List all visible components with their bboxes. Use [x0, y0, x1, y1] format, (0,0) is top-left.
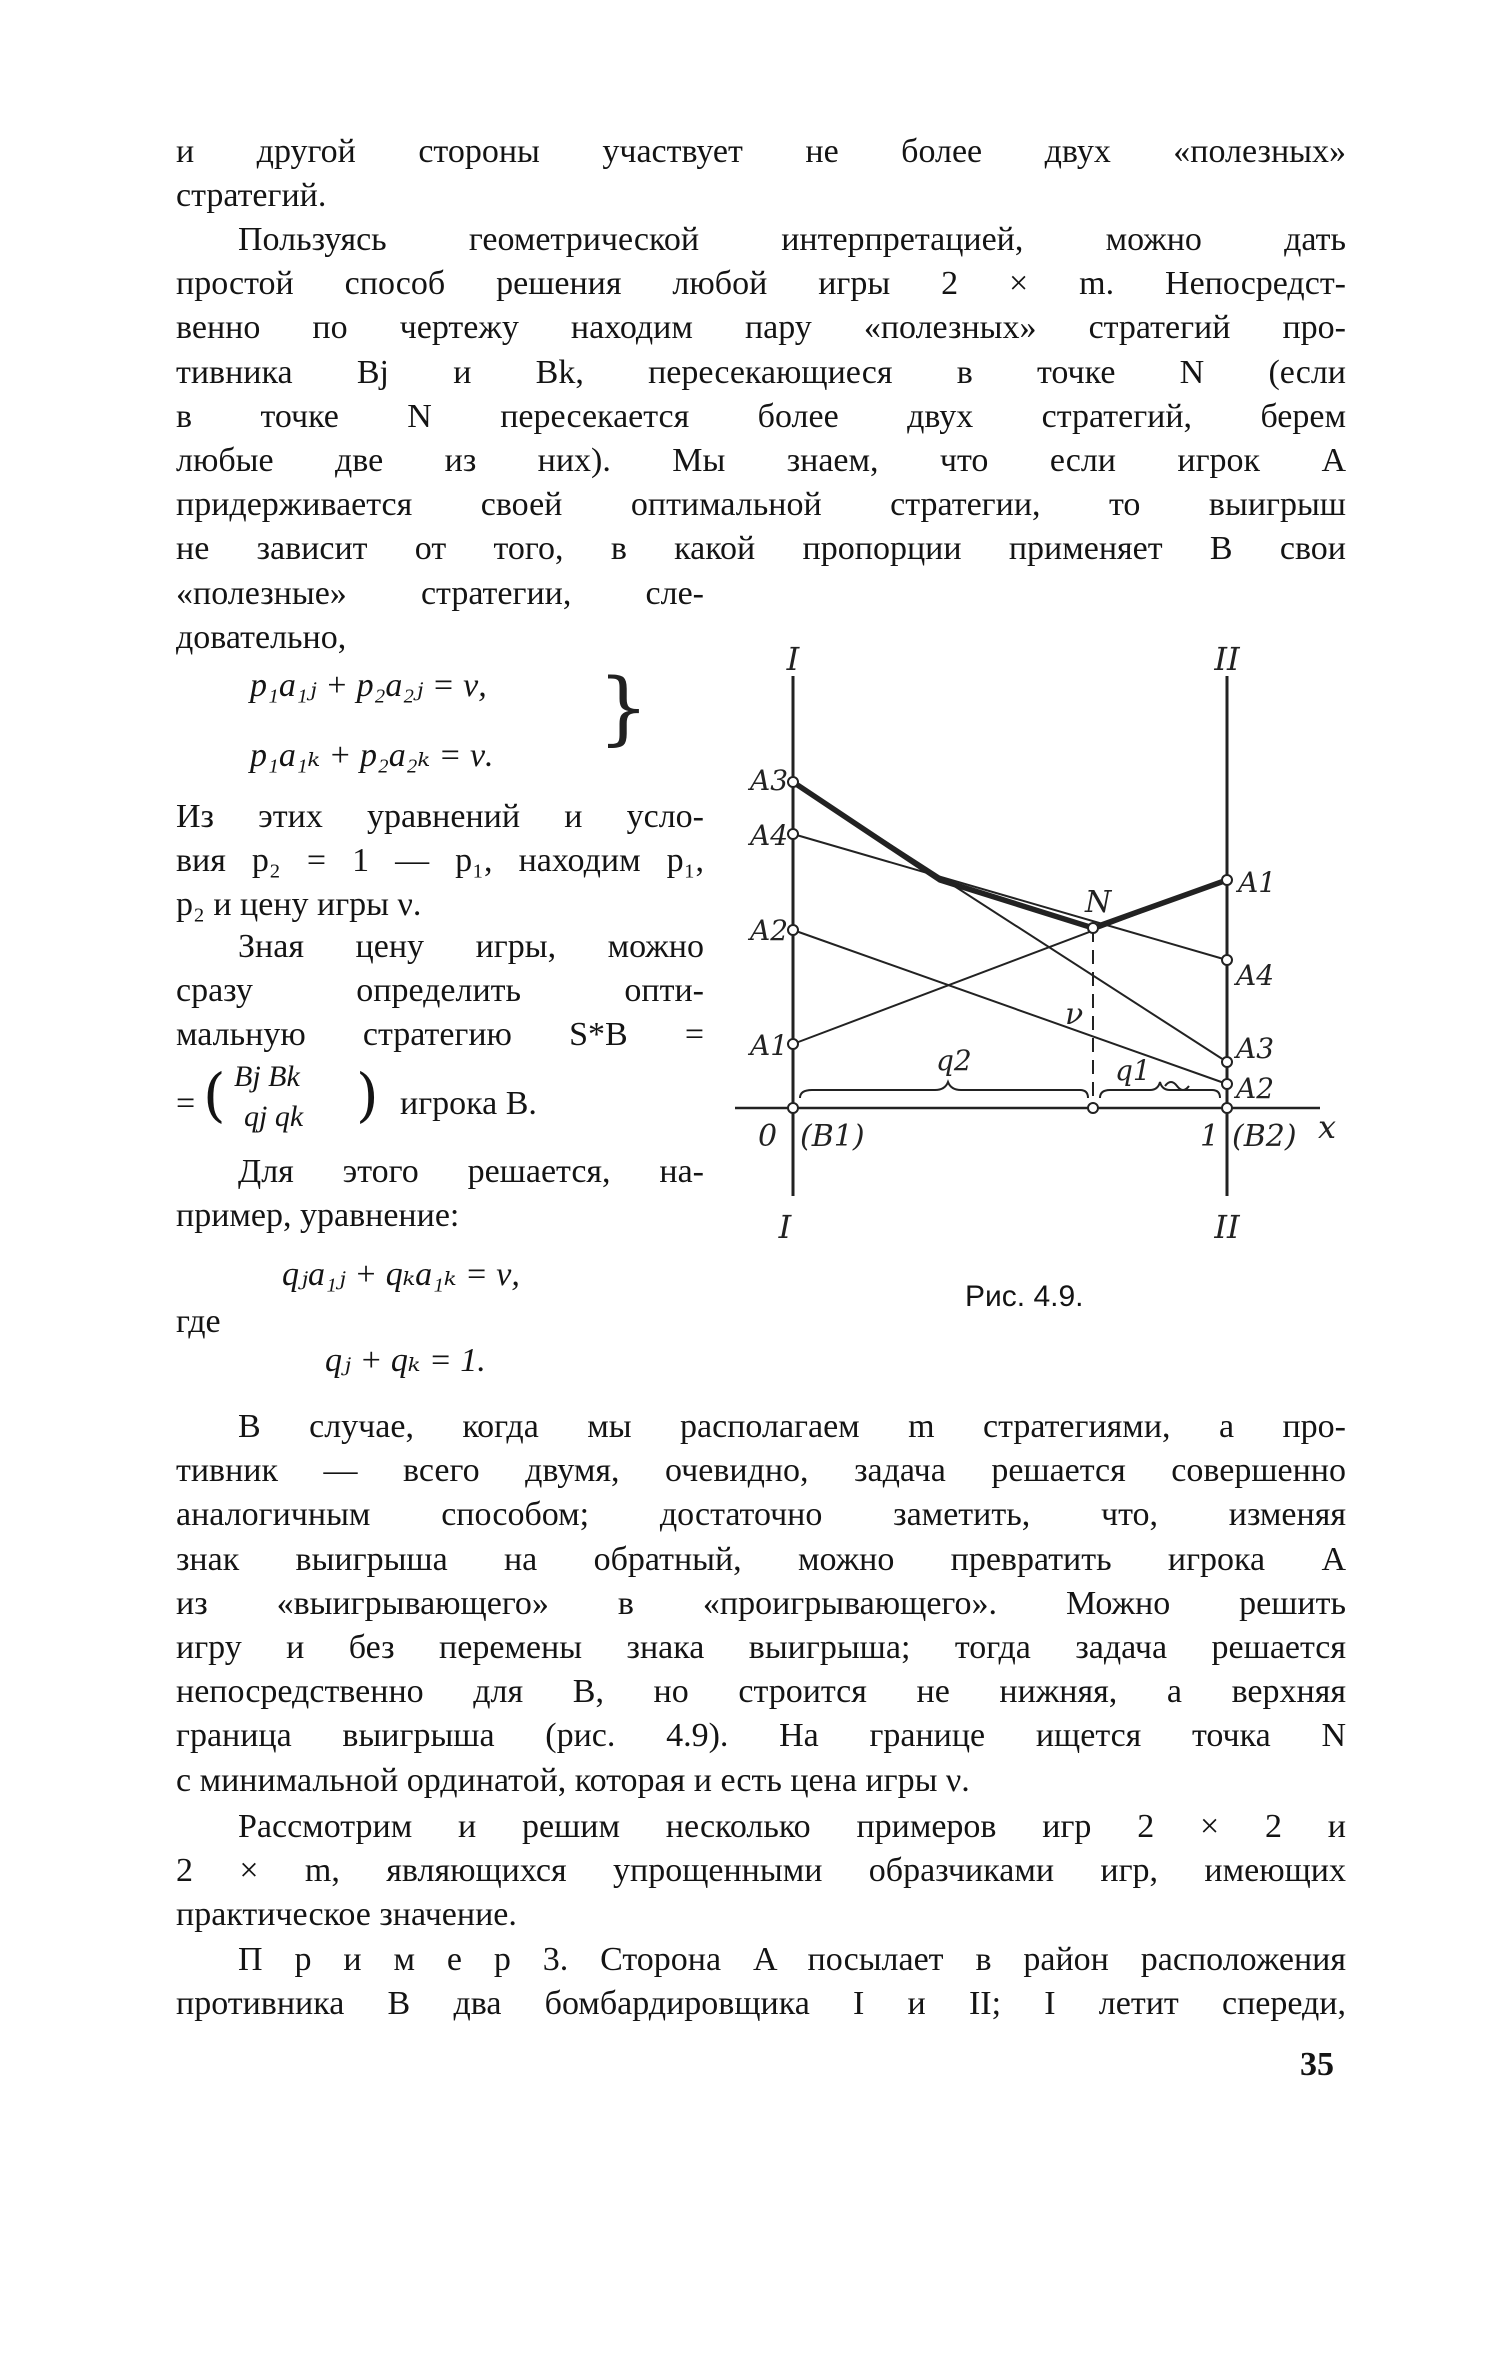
label-axis-I-top: I — [786, 640, 800, 678]
q1-tilde — [1165, 1082, 1189, 1090]
point-foot-n — [1088, 1103, 1098, 1113]
label-nu: ν — [1065, 997, 1084, 1032]
paragraph-m-strategies — [176, 1405, 1346, 1803]
label-q1: q1 — [1115, 1054, 1151, 1087]
label-q2: q2 — [936, 1044, 972, 1077]
text-line: граница выигрыша (рис. 4.9). На границе ищется точка N — [176, 1717, 1346, 1755]
label-x-axis: x — [1318, 1108, 1337, 1146]
equation-1a: p₁a₁ⱼ + p₂a₂ⱼ = ν, — [250, 667, 487, 704]
point-a4-right — [1222, 955, 1232, 965]
text-line: венно по чертежу находим пару «полезных» стратегий про- — [176, 309, 1346, 347]
strategy-line-a4 — [793, 834, 1227, 960]
page-number: 35 — [1300, 2046, 1334, 2083]
text-line: тивника Bj и Bk, пересекающиеся в точке N (если — [176, 353, 1346, 391]
text-line: знак выигрыша на обратный, можно превратить игрока A — [176, 1540, 1346, 1578]
paragraph-example-3 — [176, 1938, 1346, 2026]
text-line: p₂ и цену игры ν. — [176, 886, 422, 924]
text-line: с минимальной ординатой, которая и есть цена игры ν. — [176, 1761, 970, 1799]
matrix-top-row: Bj Bk — [234, 1060, 300, 1093]
text-line: Из этих уравнений и усло- — [176, 798, 704, 835]
text-line: придерживается своей оптимальной стратегии, то выигрыш — [176, 486, 1346, 524]
matrix-bottom-row: qj qk — [244, 1100, 304, 1133]
label-a4-right: A4 — [1236, 959, 1275, 992]
point-a1-right — [1222, 875, 1232, 885]
matrix-suffix: игрока B. — [400, 1085, 537, 1122]
label-a3-right: A3 — [1236, 1032, 1275, 1065]
point-one — [1222, 1103, 1232, 1113]
label-a3-left: A3 — [750, 764, 789, 797]
text-line: Для этого решается, на- — [238, 1153, 704, 1190]
text-line: не зависит от того, в какой пропорции применяет B свои — [176, 530, 1346, 568]
q2-brace — [800, 1082, 1088, 1098]
text-line: игру и без перемены знака выигрыша; тогда задача решается — [176, 1628, 1346, 1666]
paragraph-examples — [176, 1805, 1346, 1938]
text-line: сразу определить опти- — [176, 972, 704, 1010]
text-line: Рассмотрим и решим несколько примеров игр 2 × 2 и — [238, 1808, 1346, 1845]
text-line: практическое значение. — [176, 1896, 517, 1934]
text-line: в точке N пересекается более двух стратегий, берем — [176, 397, 1346, 435]
opening-paragraph — [176, 130, 1346, 218]
equation-3: qⱼ + qₖ = 1. — [325, 1342, 486, 1379]
point-a3-left — [788, 777, 798, 787]
text-line: вия p₂ = 1 — p₁, находим p₁, — [176, 842, 704, 880]
narrow-text-4 — [176, 1150, 704, 1238]
figure-4-9 — [720, 620, 1360, 1260]
label-axis-II-top: II — [1214, 640, 1240, 678]
text-line: пример, уравнение: — [176, 1197, 460, 1235]
label-one: 1 — [1200, 1119, 1220, 1154]
label-b2: (B2) — [1232, 1119, 1297, 1154]
text-line: В случае, когда мы располагаем m стратегиями, а про- — [238, 1408, 1346, 1445]
narrow-text-3 — [176, 925, 704, 1058]
label-a1-right: A1 — [1238, 866, 1277, 899]
paren-right: ) — [356, 1061, 379, 1129]
point-origin — [788, 1103, 798, 1113]
text-line: и другой стороны участвует не более двух «полезных» — [176, 133, 1346, 170]
text-line: стратегий. — [176, 177, 327, 215]
point-a2-left — [788, 925, 798, 935]
paren-left: ( — [203, 1061, 226, 1129]
text-line: непосредственно для B, но строится не нижняя, а верхняя — [176, 1673, 1346, 1711]
narrow-text-1 — [176, 572, 704, 660]
text-line: любые две из них). Мы знаем, что если игрок A — [176, 441, 1346, 479]
label-origin: 0 — [758, 1119, 778, 1154]
text-line: Пользуясь геометрической интерпретацией, можно дать — [238, 221, 1346, 258]
equation-2: qⱼa₁ⱼ + qₖa₁ₖ = ν, — [282, 1256, 520, 1293]
text-line: Зная цену игры, можно — [238, 928, 704, 965]
paragraph-geometric-method — [176, 218, 1346, 572]
text-line: противника B два бомбардировщика I и II; I летит спереди, — [176, 1985, 1346, 2023]
text-line: аналогичным способом; достаточно заметить, что, изменяя — [176, 1496, 1346, 1534]
label-n: N — [1085, 885, 1112, 920]
strategy-line-a2 — [793, 930, 1227, 1084]
text-line: тивник — всего двумя, очевидно, задача решается совершенно — [176, 1452, 1346, 1490]
label-axis-I-bottom: I — [778, 1208, 792, 1246]
text-line: довательно, — [176, 619, 347, 657]
text-line: из «выигрывающего» в «проигрывающего». Можно решить — [176, 1584, 1346, 1622]
label-a2-left: A2 — [750, 914, 789, 947]
point-a1-left — [788, 1039, 798, 1049]
narrow-text-2 — [176, 795, 704, 928]
where-label: где — [176, 1303, 221, 1340]
point-a2-right — [1222, 1079, 1232, 1089]
brace-symbol: } — [598, 661, 649, 754]
text-line: П р и м е р 3. Сторона A посылает в район расположения — [238, 1941, 1346, 1978]
label-a4-left: A4 — [750, 819, 789, 852]
label-a2-right: A2 — [1236, 1072, 1275, 1105]
label-axis-II-bottom: II — [1214, 1208, 1240, 1246]
equals-sign: = — [176, 1085, 196, 1122]
text-line: «полезные» стратегии, сле- — [176, 575, 704, 612]
point-n — [1088, 923, 1098, 933]
label-a1-left: A1 — [750, 1029, 789, 1062]
equation-1b: p₁a₁ₖ + p₂a₂ₖ = ν. — [250, 737, 494, 774]
text-line: 2 × m, являющихся упрощенными образчиками игр, имеющих — [176, 1852, 1346, 1890]
figure-caption: Рис. 4.9. — [965, 1280, 1084, 1313]
text-line: простой способ решения любой игры 2 × m. Непосредст- — [176, 265, 1346, 303]
label-b1: (B1) — [800, 1119, 865, 1154]
text-line: мальную стратегию S*B = — [176, 1016, 704, 1054]
point-a3-right — [1222, 1057, 1232, 1067]
upper-boundary — [793, 782, 1227, 928]
point-a4-left — [788, 829, 798, 839]
